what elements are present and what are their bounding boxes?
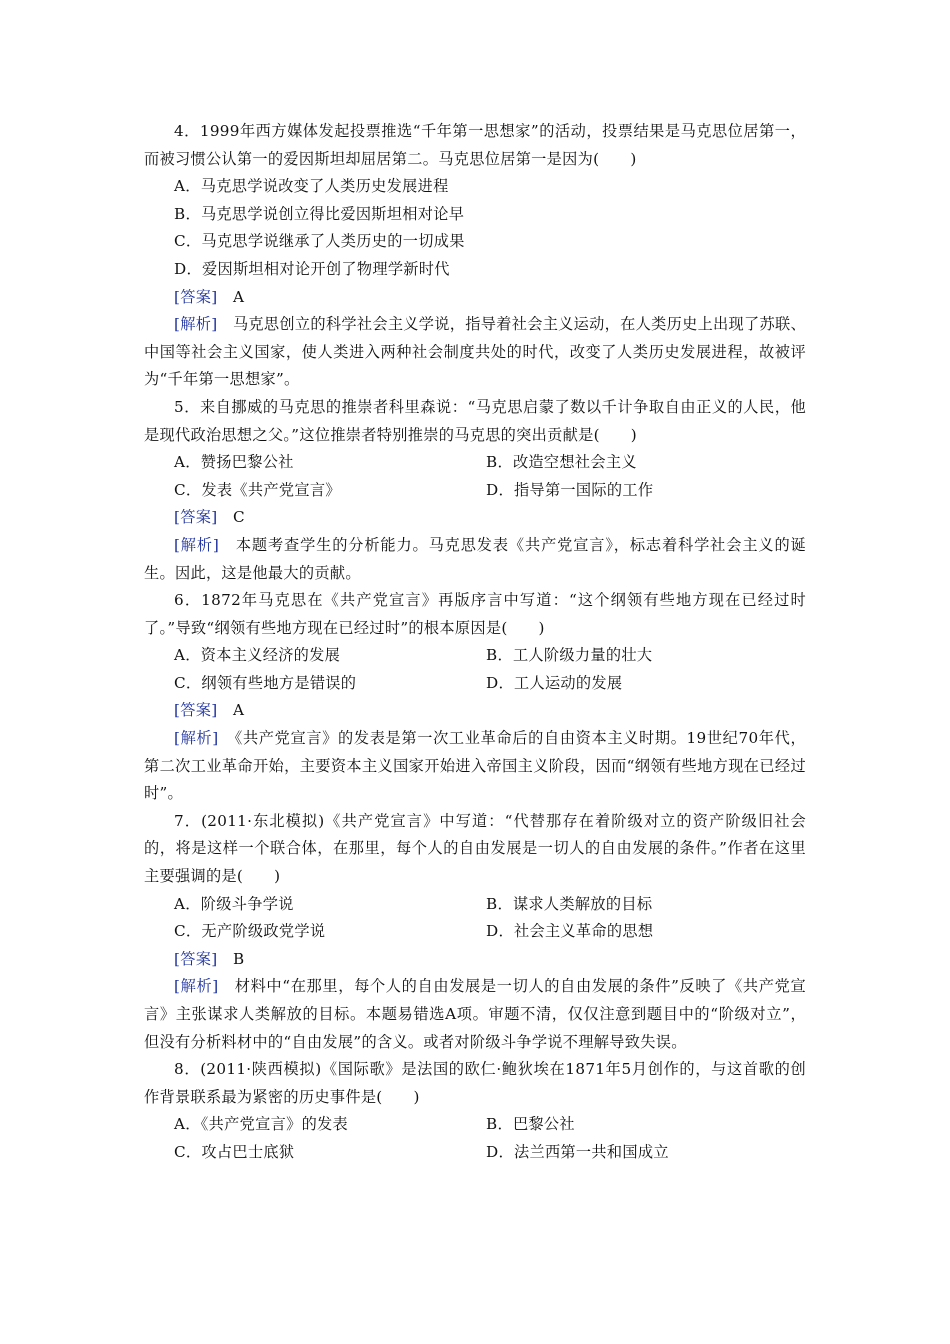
question-7-options-row-1 <box>144 891 806 919</box>
question-5-answer <box>144 504 806 532</box>
question-5-option-a: A．赞扬巴黎公社 <box>174 453 294 472</box>
question-6-analysis <box>144 725 806 808</box>
question-6-options-row-2 <box>144 670 806 698</box>
answer-value: A <box>232 287 245 306</box>
question-8-options-row-2 <box>144 1139 806 1167</box>
answer-value: C <box>232 508 245 527</box>
question-4-answer <box>144 284 806 312</box>
question-7-stem: 7．(2011·东北模拟)《共产党宣言》中写道：“代替那存在着阶级对立的资产阶级旧社会的，将是这样一个联合体，在那里，每个人的自由发展是一切人的自由发展的条件。”作者在这里主要强调的是( ) <box>144 811 806 886</box>
answer-label: [答案] <box>174 701 218 720</box>
answer-value: B <box>232 949 245 968</box>
question-7-option-d: D．社会主义革命的思想 <box>486 922 654 941</box>
question-6-option-c: C．纲领有些地方是错误的 <box>174 673 357 692</box>
answer-label: [答案] <box>174 508 218 527</box>
question-8-option-a: A．《共产党宣言》的发表 <box>174 1115 349 1134</box>
question-6-stem: 6．1872年马克思在《共产党宣言》再版序言中写道：“这个纲领有些地方现在已经过时了。”导致“纲领有些地方现在已经过时”的根本原因是( ) <box>144 591 806 637</box>
question-5-options-row-2 <box>144 477 806 505</box>
analysis-label: [解析] <box>174 535 220 554</box>
analysis-text: 《共产党宣言》的发表是第一次工业革命后的自由资本主义时期。19世纪70年代，第二次工业革命开始，主要资本主义国家开始进入帝国主义阶段，因而“纲领有些地方现在已经过时”。 <box>144 729 806 803</box>
question-4-analysis <box>144 311 806 394</box>
question-8-stem: 8．(2011·陕西模拟)《国际歌》是法国的欧仁·鲍狄埃在1871年5月创作的，与这首歌的创作背景联系最为紧密的历史事件是( ) <box>144 1060 806 1106</box>
question-4-option-a: A．马克思学说改变了人类历史发展进程 <box>174 177 449 196</box>
analysis-label: [解析] <box>174 315 218 334</box>
question-7-option-b: B．谋求人类解放的目标 <box>486 894 653 913</box>
analysis-label: [解析] <box>174 729 219 748</box>
document-page <box>144 118 806 1167</box>
question-8-option-c: C．攻占巴士底狱 <box>174 1142 295 1161</box>
question-5-stem: 5．来自挪威的马克思的推崇者科里森说：“马克思启蒙了数以千计争取自由正义的人民，他是现代政治思想之父。”这位推崇者特别推崇的马克思的突出贡献是( ) <box>144 397 806 444</box>
question-7-options-row-2 <box>144 918 806 946</box>
question-6-answer <box>144 697 806 725</box>
question-8-option-b: B．巴黎公社 <box>486 1115 575 1134</box>
question-8-options-row-1 <box>144 1111 806 1139</box>
question-7-answer <box>144 946 806 974</box>
answer-label: [答案] <box>174 287 218 306</box>
question-4-stem: 4．1999年西方媒体发起投票推选“千年第一思想家”的活动，投票结果是马克思位居第一，而被习惯公认第一的爱因斯坦却屈居第二。马克思位居第一是因为( ) <box>144 122 806 168</box>
question-7-option-a: A．阶级斗争学说 <box>174 894 294 913</box>
question-4-option-c: C．马克思学说继承了人类历史的一切成果 <box>174 232 465 251</box>
question-6-option-b: B．工人阶级力量的壮大 <box>486 646 653 665</box>
question-5-option-b: B．改造空想社会主义 <box>486 453 637 472</box>
question-4-option-d: D．爱因斯坦相对论开创了物理学新时代 <box>174 259 450 278</box>
question-5-option-c: C．发表《共产党宣言》 <box>174 480 341 499</box>
question-5-analysis <box>144 532 806 587</box>
question-6-options-row-1 <box>144 642 806 670</box>
question-5-option-d: D．指导第一国际的工作 <box>486 480 654 499</box>
answer-value: A <box>232 701 245 720</box>
question-6-option-a: A．资本主义经济的发展 <box>174 646 341 665</box>
question-7-analysis <box>144 973 806 1056</box>
question-6-option-d: D．工人运动的发展 <box>486 673 623 692</box>
question-4-option-b: B．马克思学说创立得比爱因斯坦相对论早 <box>174 204 465 223</box>
question-7-option-c: C．无产阶级政党学说 <box>174 922 326 941</box>
question-8-option-d: D．法兰西第一共和国成立 <box>486 1142 669 1161</box>
question-5-options-row-1 <box>144 449 806 477</box>
analysis-text: 马克思创立的科学社会主义学说，指导着社会主义运动，在人类历史上出现了苏联、中国等社会主义国家，使人类进入两种社会制度共处的时代，改变了人类历史发展进程，故被评为“千年第一思想家”。 <box>144 315 806 389</box>
analysis-text: 本题考查学生的分析能力。马克思发表《共产党宣言》，标志着科学社会主义的诞生。因此，这是他最大的贡献。 <box>144 535 806 582</box>
analysis-label: [解析] <box>174 977 219 996</box>
answer-label: [答案] <box>174 949 218 968</box>
analysis-text: 材料中“在那里，每个人的自由发展是一切人的自由发展的条件”反映了《共产党宣言》主张谋求人类解放的目标。本题易错选A项。审题不清，仅仅注意到题目中的“阶级对立”，但没有分析料材中的“自由发展”的含义。或者对阶级斗争学说不理解导致失误。 <box>144 977 806 1051</box>
